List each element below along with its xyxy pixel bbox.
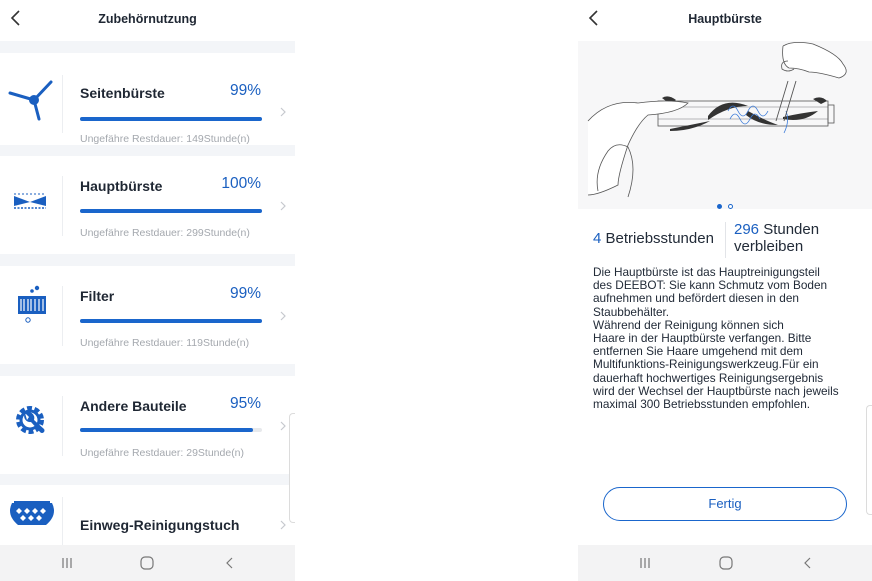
home-icon[interactable] bbox=[137, 555, 157, 571]
instruction-illustration[interactable] bbox=[578, 41, 872, 209]
main-brush-cleaning-illustration bbox=[578, 41, 872, 209]
gear-wrench-icon bbox=[6, 396, 58, 448]
divider bbox=[62, 497, 63, 547]
remaining-hours: Ungefähre Restdauer: 119Stunde(n) bbox=[80, 337, 250, 349]
carousel-dot-active[interactable] bbox=[717, 204, 722, 209]
recents-icon[interactable] bbox=[635, 555, 655, 571]
app-header bbox=[0, 0, 295, 41]
operating-hours bbox=[593, 230, 714, 247]
description-line: dauerhaft hochwertiges Reinigungsergebnis bbox=[593, 370, 824, 385]
accessory-card-cleaning-cloth[interactable] bbox=[0, 485, 295, 545]
life-progress-bar bbox=[80, 209, 262, 213]
page-title: Zubehörnutzung bbox=[98, 12, 197, 26]
accessory-name: Seitenbürste bbox=[80, 85, 165, 101]
remaining-hours: Ungefähre Restdauer: 29Stunde(n) bbox=[80, 447, 245, 459]
accessory-percent: 99% bbox=[229, 285, 261, 302]
chevron-right-icon bbox=[279, 420, 287, 432]
accessory-card-main-brush[interactable] bbox=[0, 156, 295, 254]
accessory-list[interactable] bbox=[0, 41, 295, 545]
accessory-card-side-brush[interactable] bbox=[0, 53, 295, 145]
accessory-name: Hauptbürste bbox=[80, 178, 163, 194]
description-line: des DEEBOT: Sie kann Schmutz vom Boden bbox=[593, 278, 828, 293]
divider bbox=[62, 75, 63, 133]
page-title: Hauptbürste bbox=[688, 12, 762, 26]
description-line: aufnehmen und befördert diesen in den bbox=[593, 291, 799, 306]
carousel-indicator bbox=[578, 196, 872, 214]
stat-divider bbox=[725, 222, 726, 258]
accessory-name: Einweg-Reinigungstuch bbox=[80, 517, 240, 533]
cleaning-cloth-icon bbox=[6, 491, 58, 543]
operating-hours-value: 4 bbox=[593, 230, 602, 247]
description-text bbox=[593, 266, 865, 411]
accessory-percent: 95% bbox=[229, 395, 261, 412]
carousel-dot[interactable] bbox=[728, 204, 733, 209]
accessory-card-other-parts[interactable] bbox=[0, 376, 295, 474]
description-line: Multifunktions-Reinigungswerkzeug.Für ein bbox=[593, 357, 819, 372]
description-line: wird der Wechsel der Hauptbürste nach jeweils bbox=[593, 383, 839, 398]
edge-panel-handle[interactable] bbox=[289, 413, 295, 523]
description-line: Während der Reinigung können sich bbox=[593, 317, 784, 332]
side-brush-icon bbox=[6, 73, 58, 125]
divider bbox=[62, 286, 63, 346]
usage-stats bbox=[578, 214, 872, 264]
remaining-hours bbox=[734, 221, 819, 255]
android-nav-bar bbox=[578, 545, 872, 581]
life-progress-bar bbox=[80, 319, 262, 323]
chevron-right-icon bbox=[279, 519, 287, 531]
back-icon[interactable] bbox=[798, 555, 818, 571]
done-button[interactable]: Fertig bbox=[603, 487, 847, 521]
back-icon[interactable] bbox=[220, 555, 240, 571]
main-brush-detail-screen bbox=[578, 0, 872, 581]
life-progress-bar bbox=[80, 117, 262, 121]
divider bbox=[62, 176, 63, 236]
accessory-percent: 99% bbox=[229, 82, 261, 99]
remaining-hours: Ungefähre Restdauer: 149Stunde(n) bbox=[80, 133, 250, 145]
accessory-name: Filter bbox=[80, 288, 115, 304]
main-brush-icon bbox=[6, 178, 58, 230]
remaining-hours-label: Stunden bbox=[759, 221, 820, 238]
android-nav-bar bbox=[0, 545, 295, 581]
accessory-usage-screen bbox=[0, 0, 295, 581]
accessory-percent: 100% bbox=[221, 175, 261, 192]
description-line: Haare in der Hauptbürste verfangen. Bitte bbox=[593, 331, 812, 346]
chevron-right-icon bbox=[279, 106, 287, 118]
description-line: Die Hauptbürste ist das Hauptreinigungsteil bbox=[593, 265, 820, 279]
divider bbox=[62, 396, 63, 456]
home-icon[interactable] bbox=[716, 555, 736, 571]
chevron-right-icon bbox=[279, 310, 287, 322]
chevron-right-icon bbox=[279, 200, 287, 212]
remaining-hours-label-2: verbleiben bbox=[734, 238, 804, 255]
app-header bbox=[578, 0, 872, 41]
description-line: maximal 300 Betriebsstunden empfohlen. bbox=[593, 397, 811, 412]
life-progress-bar bbox=[80, 428, 262, 432]
recents-icon[interactable] bbox=[57, 555, 77, 571]
accessory-name: Andere Bauteile bbox=[80, 398, 187, 414]
remaining-hours: Ungefähre Restdauer: 299Stunde(n) bbox=[80, 227, 250, 239]
operating-hours-label: Betriebsstunden bbox=[601, 230, 714, 247]
description-line: entfernen Sie Haare umgehend mit dem bbox=[593, 344, 803, 359]
remaining-hours-value: 296 bbox=[734, 221, 760, 238]
edge-panel-handle[interactable] bbox=[866, 405, 872, 515]
filter-icon bbox=[6, 284, 58, 336]
description-line: Staubbehälter. bbox=[593, 304, 670, 319]
accessory-card-filter[interactable] bbox=[0, 266, 295, 364]
